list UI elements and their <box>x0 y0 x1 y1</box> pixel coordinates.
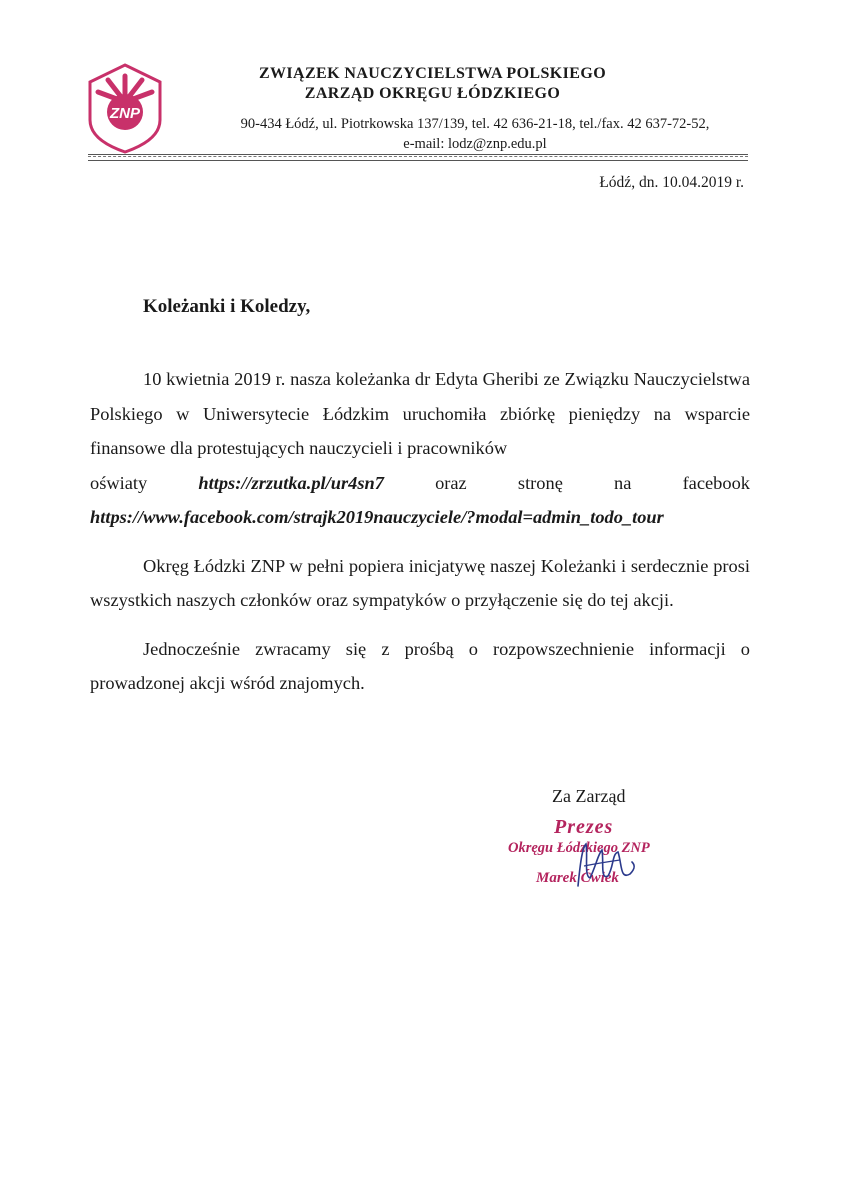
paragraph-2: Okręg Łódzki ZNP w pełni popiera inicjatywę naszej Koleżanki i serdecznie prosi wszystkich naszych członków oraz sympatyków o przyłączenie się do tej akcji. <box>90 555 750 610</box>
organization-name <box>200 64 665 104</box>
facebook-link[interactable]: https://www.facebook.com/strajk2019nauczyciele/?modal=admin_todo_tour <box>90 507 664 527</box>
word-na: na <box>614 472 632 493</box>
stamp-organization: Okręgu Łódzkiego ZNP <box>508 840 650 856</box>
word-oraz: oraz <box>435 472 467 493</box>
organization-address <box>200 114 750 154</box>
logo-text: ZNP <box>110 105 140 122</box>
header-divider <box>88 154 748 161</box>
paragraph-1-link-line <box>90 466 750 501</box>
word-facebook: facebook <box>682 472 750 493</box>
signoff: Za Zarząd <box>552 786 626 806</box>
salutation: Koleżanki i Koledzy, <box>143 296 311 317</box>
word-oswiaty: oświaty <box>90 472 148 493</box>
paragraph-1-intro: 10 kwietnia 2019 r. nasza koleżanka dr Edyta Gheribi ze Związku Nauczycielstwa Polskiego w Uniwersytecie Łódzkim uruchomiła zbiórkę pieniędzy na wsparcie finansowe dla protestujących nauczycieli i pracowników <box>90 369 750 458</box>
znp-emblem-icon <box>86 62 164 154</box>
handwritten-signature <box>570 836 640 896</box>
letter-date: Łódź, dn. 10.04.2019 r. <box>599 174 744 191</box>
stamp-title: Prezes <box>554 816 614 838</box>
org-line-1: ZWIĄZEK NAUCZYCIELSTWA POLSKIEGO <box>258 65 607 82</box>
zrzutka-link[interactable]: https://zrzutka.pl/ur4sn7 <box>198 472 384 493</box>
stamp-name: Marek Ćwiek <box>536 870 619 886</box>
znp-logo <box>86 62 164 154</box>
paragraph-1 <box>90 362 750 535</box>
address-email: e-mail: lodz@znp.edu.pl <box>403 136 547 152</box>
word-strone: stronę <box>517 472 563 493</box>
address-line-1: 90-434 Łódź, ul. Piotrkowska 137/139, tel. 42 636-21-18, tel./fax. 42 637-72-52, <box>240 116 710 132</box>
paragraph-3: Jednocześnie zwracamy się z prośbą o rozpowszechnienie informacji o prowadzonej akcji wśród znajomych. <box>90 638 750 693</box>
letter-body <box>90 362 750 715</box>
org-line-2: ZARZĄD OKRĘGU ŁÓDZKIEGO <box>304 85 561 102</box>
